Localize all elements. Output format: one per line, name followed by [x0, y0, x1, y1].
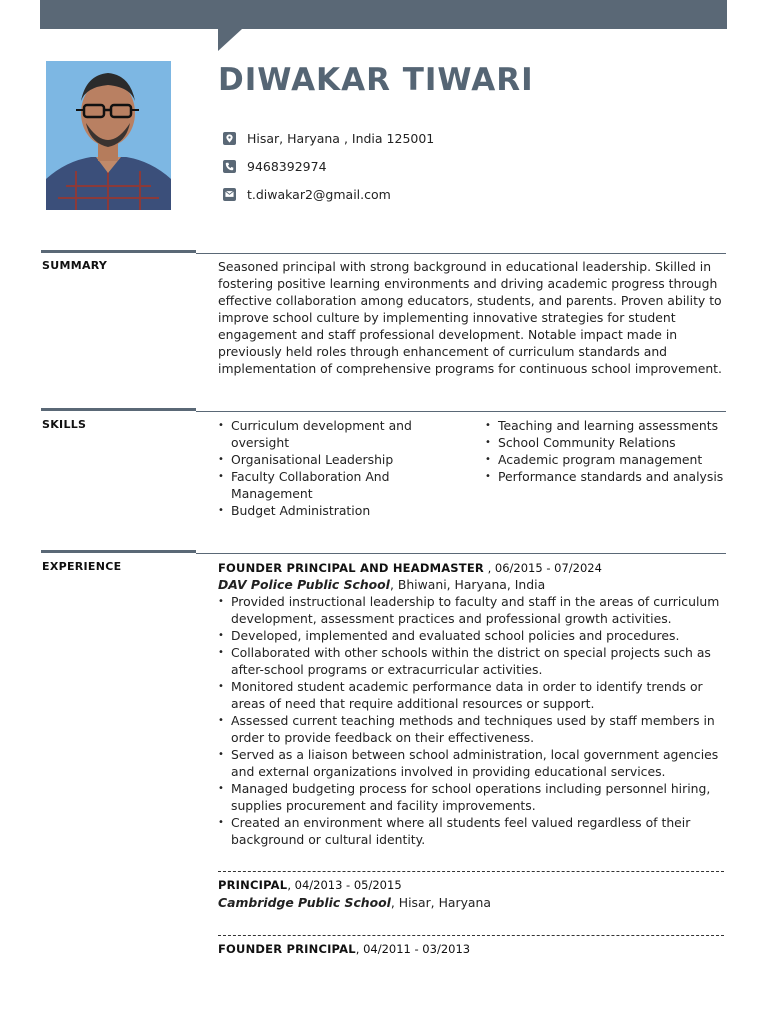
summary-divider-thick [41, 250, 196, 253]
contact-email-text: t.diwakar2@gmail.com [247, 186, 391, 202]
job-bullet: • Created an environment where all students feel valued regardless of their background or cultural identity. [218, 814, 724, 848]
skills-list-left [218, 417, 433, 519]
job-bullet: • Assessed current teaching methods and techniques used by staff members in order to provide feedback on their effectiveness. [218, 712, 724, 746]
job-role: PRINCIPAL [218, 878, 288, 892]
job-bullet: • Served as a liaison between school administration, local government agencies and external organizations involved in providing educational services. [218, 746, 724, 780]
job-separator [218, 935, 724, 936]
job-bullet: • Managed budgeting process for school operations including personnel hiring, supplies procurement and facility improvements. [218, 780, 724, 814]
candidate-name: DIWAKAR TIWARI [218, 62, 534, 98]
contact-phone-text: 9468392974 [247, 158, 327, 174]
job-bullet: • Developed, implemented and evaluated school policies and procedures. [218, 627, 724, 644]
job-location: , Bhiwani, Haryana, India [389, 577, 546, 592]
job-company-name: DAV Police Public School [218, 577, 390, 592]
summary-divider-thin [196, 253, 726, 254]
skill-item: • Organisational Leadership [218, 451, 433, 468]
skills-heading: SKILLS [42, 418, 87, 431]
skills-divider-thick [41, 408, 196, 411]
contact-address [223, 130, 434, 146]
summary-text: Seasoned principal with strong background in educational leadership. Skilled in fostering positive learning environments and driving academic progress through effective collaboration among educators, students, and parents. Proven ability to improve school culture by implementing innovative strategies for student engagement and staff professional development. Notable impact made in previously held roles through enhancement of curriculum standards and implementation of comprehensive programs for continuous school improvement. [218, 259, 722, 376]
profile-photo [46, 61, 171, 210]
phone-icon [223, 160, 236, 173]
job-dates: , 04/2011 - 03/2013 [355, 942, 471, 956]
skill-item: • Faculty Collaboration And Management [218, 468, 433, 502]
job-bullet-list [218, 593, 724, 848]
map-pin-icon [223, 132, 236, 145]
experience-heading: EXPERIENCE [42, 560, 122, 573]
job-title-line [218, 561, 602, 575]
job-company-name: Cambridge Public School [218, 895, 391, 910]
skill-item: • Performance standards and analysis [485, 468, 730, 485]
contact-address-text: Hisar, Haryana , India 125001 [247, 130, 435, 146]
experience-divider-thick [41, 550, 196, 553]
header-bar-notch [218, 29, 242, 51]
contact-email [223, 186, 391, 202]
job-location: , Hisar, Haryana [390, 895, 491, 910]
job-title-line [218, 878, 402, 892]
job-company-line [218, 577, 545, 592]
contact-phone [223, 158, 327, 174]
job-role: FOUNDER PRINCIPAL [218, 942, 356, 956]
skill-item: • School Community Relations [485, 434, 730, 451]
job-bullet: • Monitored student academic performance data in order to identify trends or areas of need that require additional resources or support. [218, 678, 724, 712]
skills-divider-thin [196, 411, 726, 412]
job-bullet: • Provided instructional leadership to faculty and staff in the areas of curriculum development, assessment practices and professional growth activities. [218, 593, 724, 627]
job-company-line [218, 895, 491, 910]
skills-list-right [485, 417, 730, 485]
skill-item: • Curriculum development and oversight [218, 417, 433, 451]
job-dates: , 06/2015 - 07/2024 [483, 561, 602, 575]
skill-item: • Budget Administration [218, 502, 433, 519]
summary-heading: SUMMARY [42, 259, 108, 272]
email-icon [223, 188, 236, 201]
job-title-line [218, 942, 470, 956]
job-separator [218, 871, 724, 872]
job-bullet: • Collaborated with other schools within the district on special projects such as after-school programs or extracurricular activities. [218, 644, 724, 678]
experience-divider-thin [196, 553, 726, 554]
job-dates: , 04/2013 - 05/2015 [287, 878, 402, 892]
skill-item: • Teaching and learning assessments [485, 417, 730, 434]
header-bar [40, 0, 727, 29]
skill-item: • Academic program management [485, 451, 730, 468]
job-role: FOUNDER PRINCIPAL AND HEADMASTER [218, 561, 484, 575]
